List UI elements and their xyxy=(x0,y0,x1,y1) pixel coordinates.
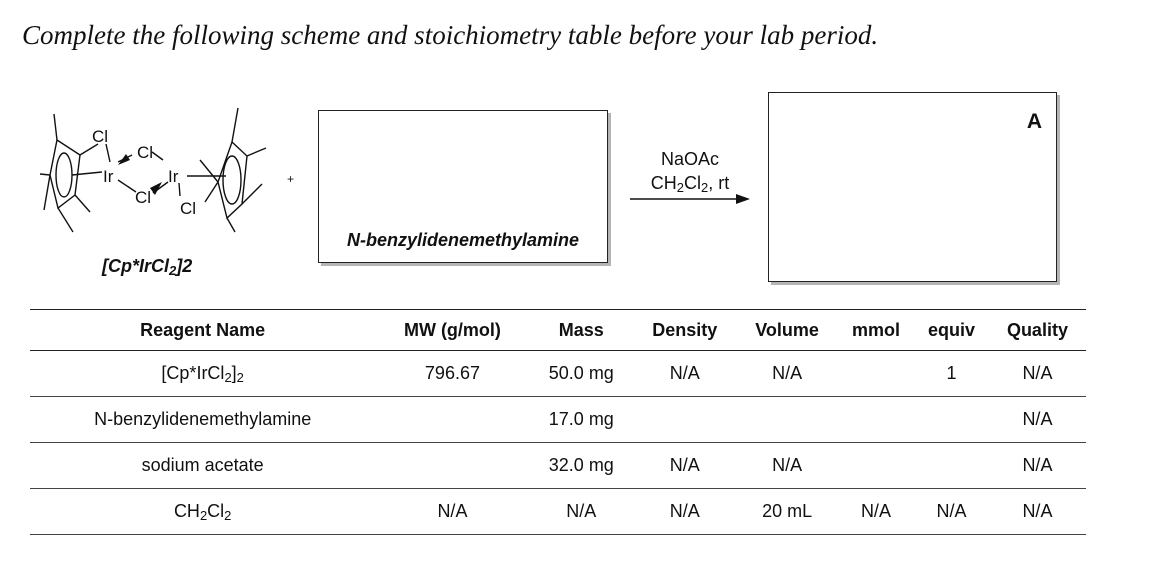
atom-ir-left: Ir xyxy=(103,167,114,186)
catalyst-label-main: [Cp*IrCl xyxy=(102,256,169,276)
name-subscript: 2 xyxy=(224,370,232,386)
table-row xyxy=(30,351,1086,397)
atom-ir-right: Ir xyxy=(168,167,179,186)
cell-quality[interactable]: N/A xyxy=(1022,363,1053,383)
dative-arrowhead xyxy=(118,154,130,165)
cell-volume[interactable]: 20 mL xyxy=(762,501,813,521)
solvent-sub1: 2 xyxy=(676,180,684,196)
table-row xyxy=(30,443,1086,489)
cell-mw[interactable] xyxy=(375,397,529,443)
cell-equiv[interactable]: 1 xyxy=(946,363,957,383)
solvent-temp: , rt xyxy=(708,173,730,193)
cell-equiv[interactable] xyxy=(914,443,989,489)
cell-reagent-name xyxy=(30,397,375,443)
catalyst-label-subscript: 2 xyxy=(169,263,177,279)
condition-reagent: NaOAc xyxy=(660,149,720,169)
cell-quality[interactable]: N/A xyxy=(1022,409,1053,429)
solvent-cl: Cl xyxy=(684,173,701,193)
name-text: N-benzylidenemethylamine xyxy=(94,409,312,429)
cell-mass[interactable]: 50.0 mg xyxy=(548,363,614,383)
stoichiometry-table xyxy=(30,309,1086,535)
cell-mass[interactable]: N/A xyxy=(566,501,597,521)
atom-cl-bridge-top: Cl xyxy=(137,143,154,162)
name-text: CH xyxy=(173,501,200,521)
header-quality: Quality xyxy=(1006,319,1068,340)
cell-mmol[interactable] xyxy=(838,443,914,489)
plus-sign: + xyxy=(287,172,295,186)
cell-mmol[interactable] xyxy=(838,351,914,397)
solvent-ch: CH xyxy=(650,173,677,193)
cell-mass[interactable]: 17.0 mg xyxy=(548,409,614,429)
header-mass: Mass xyxy=(558,319,604,340)
atom-cl-top: Cl xyxy=(92,127,109,146)
name-subscript: 2 xyxy=(199,508,208,524)
name-subscript: 2 xyxy=(236,370,244,386)
name-text: [Cp*IrCl xyxy=(161,363,225,383)
cell-mass[interactable]: 32.0 mg xyxy=(548,455,614,475)
right-cp-aromatic-circle xyxy=(223,156,241,204)
cell-density[interactable]: N/A xyxy=(669,501,700,521)
name-text: ] xyxy=(231,363,237,383)
cell-mw[interactable]: 796.67 xyxy=(424,363,480,383)
left-cp-aromatic-circle xyxy=(56,153,72,197)
catalyst-label-end: ]2 xyxy=(176,256,193,276)
cell-density[interactable]: N/A xyxy=(669,455,700,475)
header-mmol: mmol xyxy=(851,319,900,340)
cell-density[interactable]: N/A xyxy=(669,363,700,383)
header-reagent-name: Reagent Name xyxy=(140,319,266,340)
catalyst-label xyxy=(102,256,192,277)
reaction-arrow xyxy=(630,192,752,206)
substrate-answer-box[interactable] xyxy=(318,110,608,263)
cell-mw[interactable]: N/A xyxy=(437,501,468,521)
cell-reagent-name xyxy=(30,351,375,397)
substrate-label: N-benzylidenemethylamine xyxy=(346,230,580,250)
product-label: A xyxy=(1026,110,1042,133)
table-header-row xyxy=(30,310,1086,351)
solvent-sub2: 2 xyxy=(701,180,709,196)
product-answer-box[interactable] xyxy=(768,92,1057,282)
table-row xyxy=(30,489,1086,535)
condition-solvent xyxy=(630,173,750,194)
cell-quality[interactable]: N/A xyxy=(1022,501,1053,521)
cell-quality[interactable]: N/A xyxy=(1022,455,1053,475)
name-text: sodium acetate xyxy=(141,455,264,475)
header-volume: Volume xyxy=(755,319,819,340)
cell-equiv[interactable]: N/A xyxy=(936,501,967,521)
catalyst-structure xyxy=(40,100,280,250)
name-text: Cl xyxy=(207,501,225,521)
cell-reagent-name xyxy=(30,443,375,489)
name-subscript: 2 xyxy=(224,508,232,524)
cell-density[interactable] xyxy=(633,397,736,443)
header-mw: MW (g/mol) xyxy=(403,319,501,340)
header-density: Density xyxy=(652,319,718,340)
atom-cl-bridge-bottom: Cl xyxy=(135,188,152,207)
cell-mmol[interactable] xyxy=(838,397,914,443)
cell-equiv[interactable] xyxy=(914,397,989,443)
instructions-text: Complete the following scheme and stoichiometry table before your lab period. xyxy=(22,20,879,50)
cell-volume[interactable]: N/A xyxy=(772,363,803,383)
cell-mmol[interactable]: N/A xyxy=(860,501,891,521)
cell-volume[interactable]: N/A xyxy=(772,455,803,475)
cell-mw[interactable] xyxy=(375,443,529,489)
cell-volume[interactable] xyxy=(736,397,837,443)
cell-reagent-name xyxy=(30,489,375,535)
table-row xyxy=(30,397,1086,443)
header-equiv: equiv xyxy=(928,319,976,340)
atom-cl-bottom: Cl xyxy=(180,199,197,218)
